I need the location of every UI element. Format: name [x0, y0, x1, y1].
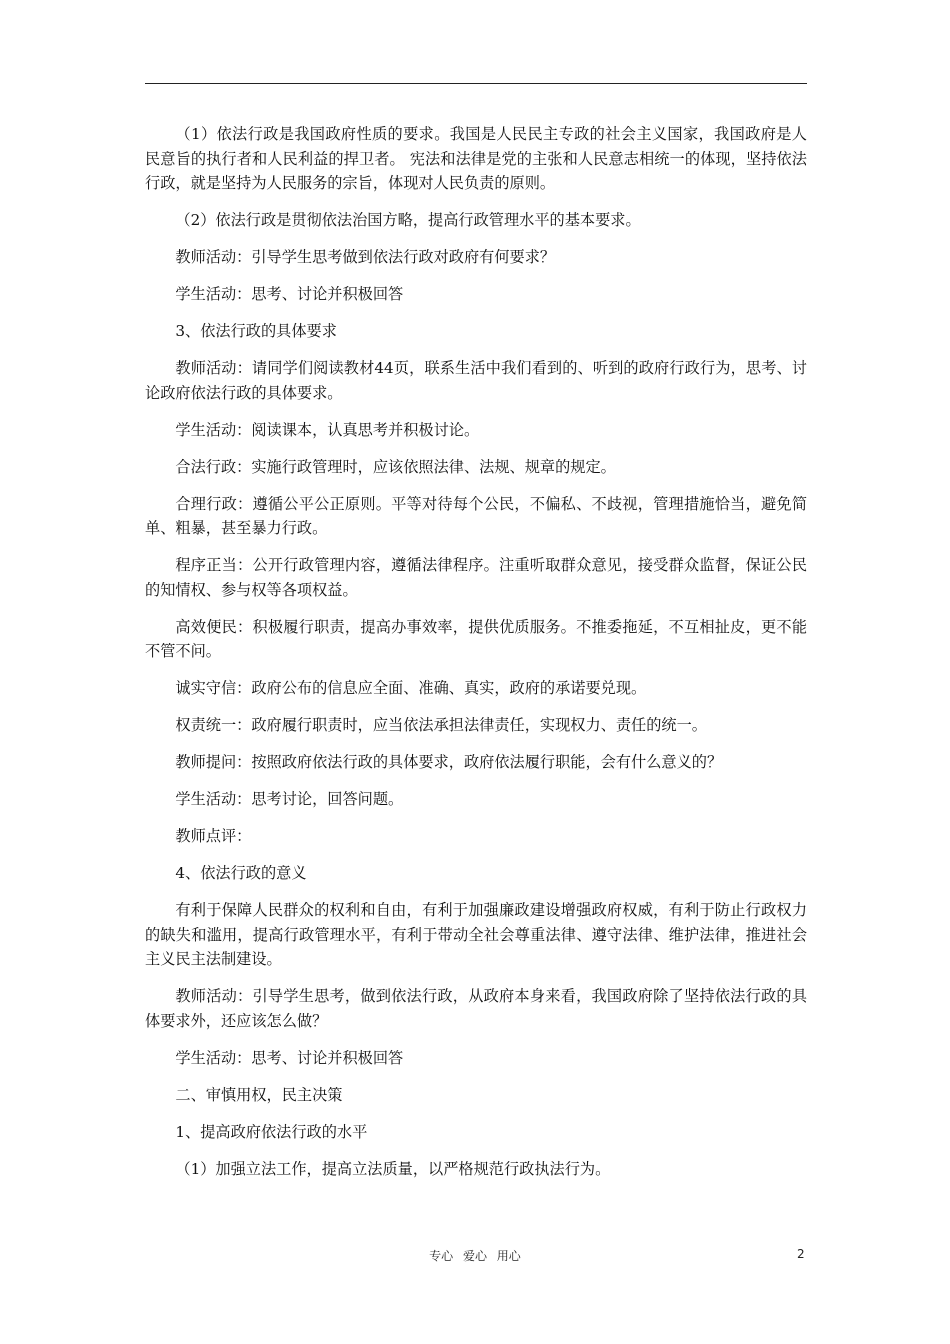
- paragraph: 合理行政：遵循公平公正原则。平等对待每个公民，不偏私、不歧视，管理措施恰当，避免简单、粗暴，甚至暴力行政。: [145, 494, 807, 538]
- paragraph: 教师活动：引导学生思考，做到依法行政，从政府本身来看，我国政府除了坚持依法行政的具体要求外，还应该怎么做？: [145, 987, 807, 1031]
- section-heading: 二、审慎用权，民主决策: [175, 1086, 343, 1105]
- paragraph: 教师点评：: [175, 827, 252, 846]
- paragraph: 学生活动：阅读课本，认真思考并积极讨论。: [175, 420, 480, 439]
- paragraph: （1）依法行政是我国政府性质的要求。我国是人民民主专政的社会主义国家，我国政府是人民意旨的执行者和人民利益的捍卫者。 宪法和法律是党的主张和人民意志相统一的体现，坚持依法行政，就是坚持为人民服务的宗旨，体现对人民负责的原则。: [145, 125, 807, 193]
- paragraph: 教师活动：引导学生思考做到依法行政对政府有何要求？: [175, 248, 556, 267]
- paragraph: 合法行政：实施行政管理时，应该依照法律、法规、规章的规定。: [175, 457, 616, 476]
- footer-motto: 专心 爱心 用心: [429, 1249, 521, 1263]
- paragraph: 教师活动：请同学们阅读教材44页，联系生活中我们看到的、听到的政府行政行为，思考、讨论政府依法行政的具体要求。: [145, 359, 807, 402]
- paragraph: 学生活动：思考讨论，回答问题。: [175, 790, 404, 809]
- paragraph: 诚实守信：政府公布的信息应全面、准确、真实，政府的承诺要兑现。: [175, 679, 647, 698]
- paragraph: 学生活动：思考、讨论并积极回答: [175, 285, 404, 304]
- section-heading: 3、依法行政的具体要求: [175, 322, 337, 341]
- paragraph: （2）依法行政是贯彻依法治国方略，提高行政管理水平的基本要求。: [175, 211, 641, 230]
- page-number: 2: [797, 1247, 805, 1261]
- paragraph: 学生活动：思考、讨论并积极回答: [175, 1049, 404, 1068]
- header-rule: [145, 83, 807, 84]
- paragraph: 高效便民：积极履行职责，提高办事效率，提供优质服务。不推委拖延，不互相扯皮，更不能不管不问。: [145, 617, 807, 661]
- paragraph: 教师提问：按照政府依法行政的具体要求，政府依法履行职能，会有什么意义的？: [175, 753, 723, 772]
- section-heading: 1、提高政府依法行政的水平: [175, 1123, 368, 1142]
- paragraph: 程序正当：公开行政管理内容，遵循法律程序。注重听取群众意见，接受群众监督，保证公民的知情权、参与权等各项权益。: [145, 556, 807, 599]
- paragraph: 有利于保障人民群众的权利和自由，有利于加强廉政建设增强政府权威，有利于防止行政权力的缺失和滥用，提高行政管理水平，有利于带动全社会尊重法律、遵守法律、维护法律，推进社会主义民主法制建设。: [145, 901, 807, 969]
- section-heading: 4、依法行政的意义: [175, 864, 307, 883]
- paragraph: 权责统一：政府履行职责时，应当依法承担法律责任，实现权力、责任的统一。: [175, 716, 707, 735]
- document-body: [145, 122, 807, 1194]
- paragraph: （1）加强立法工作，提高立法质量，以严格规范行政执法行为。: [175, 1160, 611, 1178]
